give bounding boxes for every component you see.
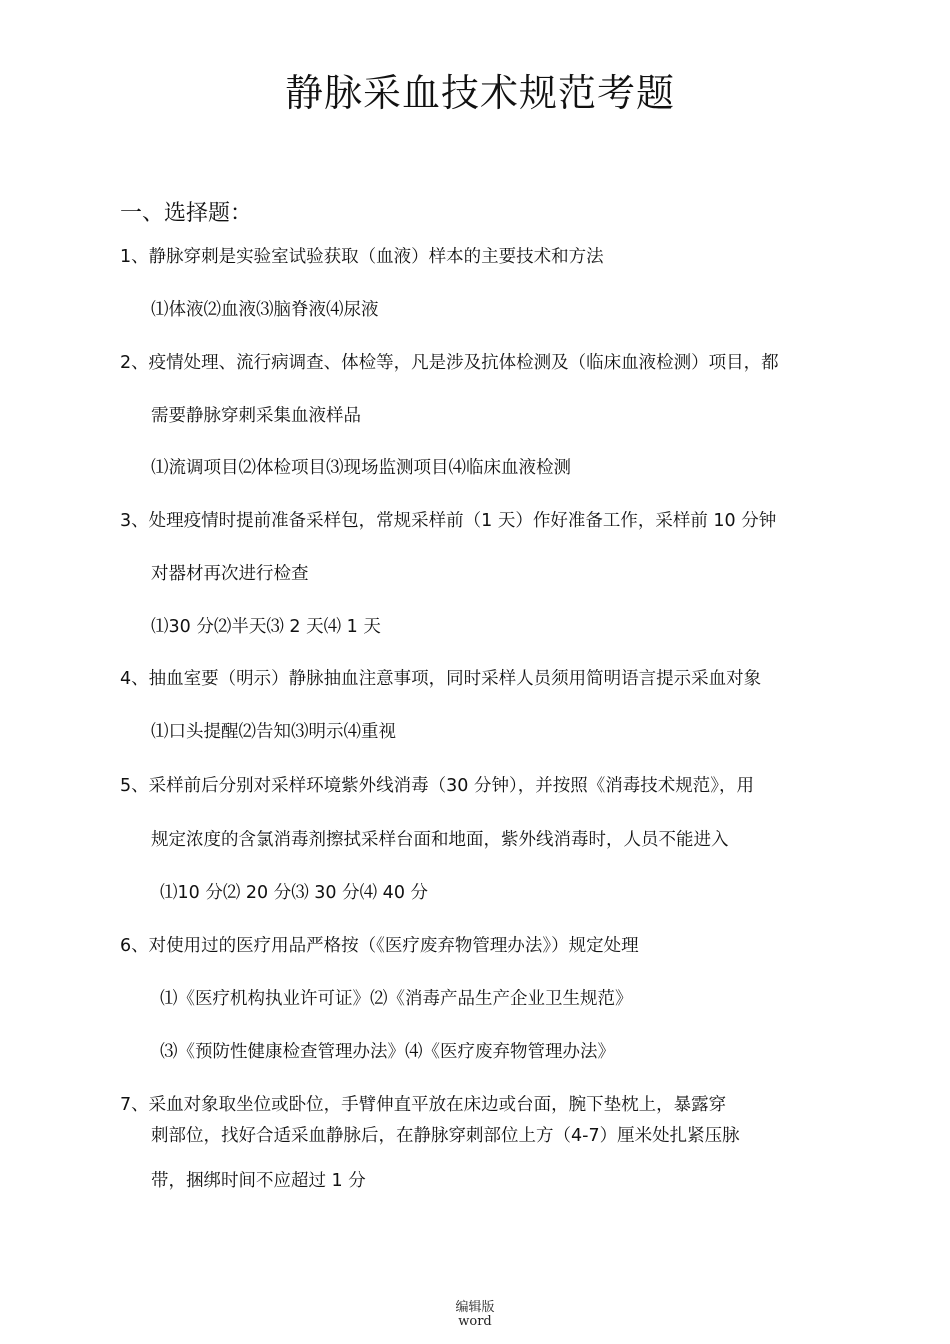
- question-4-text: 4、抽血室要（明示）静脉抽血注意事项，同时采样人员须用简明语言提示采血对象: [120, 669, 762, 689]
- question-1-options: ⑴体液⑵血液⑶脑脊液⑷尿液: [151, 300, 379, 320]
- question-5-text: 5、采样前后分别对采样环境紫外线消毒（30 分钟），并按照《消毒技术规范》，用: [120, 776, 754, 796]
- question-2-text-cont: 需要静脉穿刺采集血液样品: [151, 406, 361, 426]
- question-4-options: ⑴口头提醒⑵告知⑶明示⑷重视: [151, 722, 396, 742]
- footer-sub-label: word: [458, 1314, 492, 1329]
- question-7-text-cont-1: 刺部位，找好合适采血静脉后，在静脉穿刺部位上方（4-7）厘米处扎紧压脉: [151, 1126, 740, 1146]
- question-6-options-a: ⑴《医疗机构执业许可证》⑵《消毒产品生产企业卫生规范》: [160, 989, 633, 1009]
- question-1-text: 1、静脉穿刺是实验室试验获取（血液）样本的主要技术和方法: [120, 247, 604, 267]
- question-6-options-b: ⑶《预防性健康检查管理办法》⑷《医疗废弃物管理办法》: [160, 1042, 615, 1062]
- question-6-text: 6、对使用过的医疗用品严格按（《医疗废弃物管理办法》）规定处理: [120, 936, 639, 956]
- question-2-text: 2、疫情处理、流行病调查、体检等，凡是涉及抗体检测及（临床血液检测）项目，都: [120, 353, 779, 373]
- footer-label: 编辑版: [455, 1300, 495, 1315]
- question-7-text-cont-2: 带，捆绑时间不应超过 1 分: [151, 1171, 366, 1191]
- question-3-options: ⑴30 分⑵半天⑶ 2 天⑷ 1 天: [151, 617, 381, 637]
- question-5-options: ⑴10 分⑵ 20 分⑶ 30 分⑷ 40 分: [160, 883, 429, 903]
- question-3-text: 3、处理疫情时提前准备采样包，常规采样前（1 天）作好准备工作，采样前 10 分钟: [120, 511, 777, 531]
- question-7-text: 7、采血对象取坐位或卧位，手臂伸直平放在床边或台面，腕下垫枕上，暴露穿: [120, 1095, 727, 1115]
- question-3-text-cont: 对器材再次进行检查: [151, 564, 309, 584]
- section-heading: 一、选择题：: [120, 201, 253, 226]
- question-2-options: ⑴流调项目⑵体检项目⑶现场监测项目⑷临床血液检测: [151, 458, 571, 478]
- question-5-text-cont: 规定浓度的含氯消毒剂擦拭采样台面和地面，紫外线消毒时，人员不能进入: [151, 830, 729, 850]
- document-title: 静脉采血技术规范考题: [284, 71, 675, 115]
